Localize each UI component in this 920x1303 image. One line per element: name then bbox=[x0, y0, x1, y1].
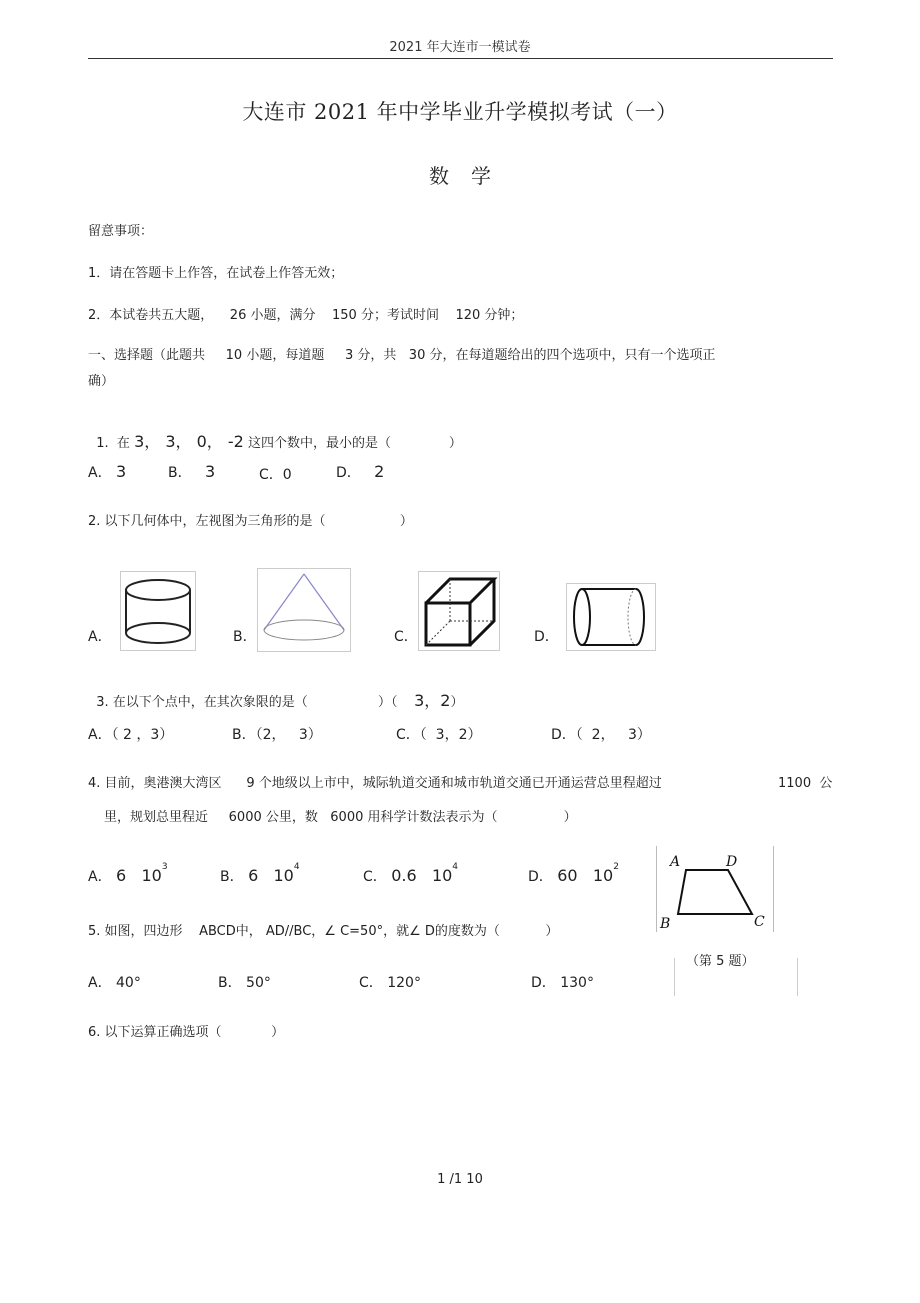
exam-title: 大连市 2021 年中学毕业升学模拟考试（一） bbox=[242, 100, 678, 124]
notes-item-2: 2．本试卷共五大题， 26 小题，满分 150 分；考试时间 120 分钟； bbox=[88, 308, 524, 323]
vertex-label-c: C bbox=[754, 914, 765, 930]
caption-frame-right bbox=[797, 958, 798, 996]
option-mantissa: 60 10 bbox=[557, 866, 614, 885]
q2-option-c-label: C． bbox=[394, 629, 418, 645]
trapezoid-figure bbox=[656, 846, 776, 932]
q3-stem-point: 3，2 bbox=[414, 691, 451, 710]
q1-option-a bbox=[88, 462, 126, 482]
q1-prefix: 1. 在 bbox=[96, 436, 135, 451]
option-value: 3 bbox=[204, 462, 216, 481]
subject-title: 数学 bbox=[429, 164, 513, 188]
option-label: A． bbox=[88, 465, 112, 481]
figure-caption: （第 5 题） bbox=[686, 954, 755, 969]
q2-stem: 2. 以下几何体中，左视图为三角形的是（ ） bbox=[88, 514, 413, 529]
notes-heading: 留意事项： bbox=[88, 224, 154, 239]
option-label: D． bbox=[528, 869, 553, 885]
page-number: 1 /1 10 bbox=[437, 1172, 483, 1187]
option-label: A． bbox=[88, 869, 112, 885]
q1-option-c bbox=[259, 464, 292, 484]
option-value: 0 bbox=[282, 467, 292, 483]
q3-option-c: C．（ 3，2） bbox=[396, 727, 482, 743]
option-label: B． bbox=[220, 869, 244, 885]
q2-option-b-label: B． bbox=[233, 629, 257, 645]
q2-option-d-label: D． bbox=[534, 629, 559, 645]
section1-intro-cont: 确） bbox=[88, 374, 115, 389]
page-header: 2021 年大连市一模试卷 bbox=[389, 40, 531, 55]
vertex-label-b: B bbox=[660, 916, 671, 932]
q3-option-b: B．（2， 3） bbox=[232, 727, 322, 743]
option-exponent: 3 bbox=[161, 862, 168, 872]
option-mantissa: 6 10 bbox=[116, 866, 162, 885]
q5-stem: 5. 如图，四边形 ABCD中， AD//BC，∠ C=50°，就∠ D的度数为（ ） bbox=[88, 924, 559, 939]
q2-option-a-label: A． bbox=[88, 629, 112, 645]
option-label: C． bbox=[363, 869, 387, 885]
q6-stem: 6. 以下运算正确选项（ ） bbox=[88, 1025, 285, 1040]
q4-option-a bbox=[88, 862, 168, 886]
q3-option-d: D．（ 2， 3） bbox=[551, 727, 651, 743]
q4-stem-line2: 里，规划总里程近 6000 公里，数 6000 用科学计数法表示为（ ） bbox=[104, 810, 577, 825]
q4-stem-line1: 4. 目前，奥港澳大湾区 9 个地级以上市中，城际轨道交通和城市轨道交通已开通运营总里程超过 bbox=[88, 776, 662, 791]
q1-option-d bbox=[336, 462, 384, 482]
q3-stem bbox=[88, 673, 463, 711]
q4-option-d bbox=[528, 862, 619, 886]
q5-option-a: A． 40° bbox=[88, 975, 141, 991]
caption-frame-left bbox=[674, 958, 675, 996]
option-exponent: 4 bbox=[293, 862, 300, 872]
cone-figure bbox=[257, 568, 351, 652]
cube-figure bbox=[418, 571, 500, 651]
option-exponent: 2 bbox=[613, 862, 619, 872]
vertex-label-a: A bbox=[670, 854, 681, 870]
q4-option-c bbox=[363, 862, 459, 886]
q3-stem-end: ） bbox=[450, 695, 464, 710]
q3-option-a: A．（ 2 ，3） bbox=[88, 727, 174, 743]
header-rule bbox=[88, 58, 833, 59]
q3-stem-text: 3. 在以下个点中，在其次象限的是（ ）（ bbox=[96, 695, 415, 710]
option-mantissa: 0.6 10 bbox=[391, 866, 453, 885]
q1-option-b bbox=[168, 462, 215, 482]
option-value: 3 bbox=[116, 462, 127, 481]
horizontal-cylinder-figure bbox=[566, 583, 656, 651]
section1-intro: 一、选择题（此题共 10 小题，每道题 3 分，共 30 分，在每道题给出的四个选项中，只有一个选项正 bbox=[88, 348, 716, 363]
option-mantissa: 6 10 bbox=[248, 866, 294, 885]
option-label: D． bbox=[336, 465, 361, 481]
vertex-label-d: D bbox=[726, 854, 738, 870]
option-value: 2 bbox=[374, 462, 385, 481]
option-label: B． bbox=[168, 465, 192, 481]
q5-option-d: D． 130° bbox=[531, 975, 594, 991]
q4-stem-number: 1100 公 bbox=[778, 776, 833, 791]
q1-stem bbox=[88, 414, 462, 452]
cylinder-figure bbox=[120, 571, 196, 651]
option-exponent: 4 bbox=[452, 862, 459, 872]
q4-option-b bbox=[220, 862, 300, 886]
q5-option-b: B． 50° bbox=[218, 975, 271, 991]
q1-suffix: 这四个数中，最小的是（ ） bbox=[243, 436, 462, 451]
q5-option-c: C． 120° bbox=[359, 975, 421, 991]
q1-numbers: 3， 3， 0， -2 bbox=[134, 432, 244, 451]
notes-item-1: 1．请在答题卡上作答，在试卷上作答无效； bbox=[88, 266, 344, 281]
option-label: C． bbox=[259, 467, 283, 483]
